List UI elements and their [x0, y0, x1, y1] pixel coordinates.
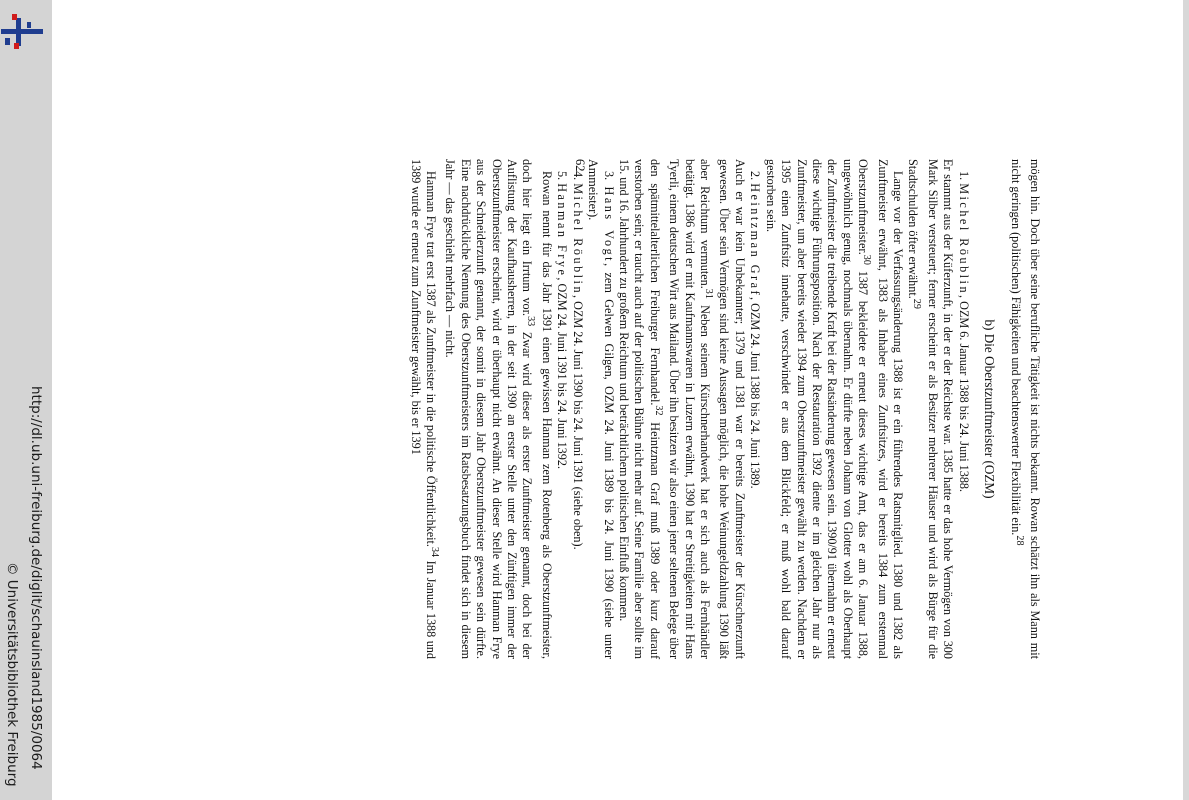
right-edge-bar — [1183, 0, 1189, 800]
copyright-notice: © Universitätsbibliothek Freiburg — [4, 562, 20, 787]
entry-5: 5. Hanman Frye, OZM 24. Juni 1391 bis 24. Juni 1392. — [555, 171, 570, 470]
intro-paragraph: mögen hin. Doch über seine berufliche Tätigkeit ist nichts bekannt. Rowan schätzt ihn als Mann mit nicht geringen (politischen) Fähigkeiten und beachtenswerter Flexibilität ein.$^{28}$ — [1008, 159, 1042, 659]
entry-2-body: Auch er war kein Unbekannter; 1379 und 1381 war er bereits Zunftmeister der Kürschnerzunft gewesen. Über sein Vermögen sind keine Aussagen möglich, die hohe Weinungeldzahlung 1390 läßt aber Reichtum vermuten.$^{31}$ Neben seinem Kürschnerhandwerk hat er sich auch als Fernhändler betätigt. 1386 wird er mit Kaufmannswaren in Luzern erwähnt, 1390 hat er Streitigkeiten mit Hans Tyerli, einem deutschen Wirt aus Mailand. Über ihn besitzen wir also einen jener seltenen Belege über den spätmittelalterlichen Freiburger Fernhandel.$^{32}$ Heintzman Graf muß 1389 oder kurz darauf verstorben sein; er taucht auch auf der politischen Bühne nicht mehr auf. Seine Familie aber sollte im 15. und 16. Jahrhundert zu großem Reichtum und beträchtlichem politischen Einfluß kommen. — [616, 159, 747, 659]
paragraph-7: Rowan nennt für das Jahr 1391 einen gewissen Hanman zem Rotenberg als Oberstzunftmeister, doch hier liegt ein Irrtum vor.$^{33}$ Zwar wird dieser als erster Zunftmeister genannt, doch bei der Auflistung der Kaufhausherren, in der seit 1390 an erster Stelle unter den Zünftigen immer der Oberstzunftmeister erscheint, wird er überhaupt nicht erwähnt. An dieser Stelle wird Hanman Frye aus der Schneiderzunft genannt, der somit in diesem Jahr Oberstzunftmeister gewesen sein dürfte. Eine nachdrückliche Nennung des Oberstzunftmeisters im Ratsbesatzungsbuch findet sich in diesem Jahr — das geschieht mehrfach — nicht. — [443, 159, 554, 659]
entry-3: 3. Hans Vogt, zem Gelwen Gilgen, OZM 24. Juni 1389 bis 24. Juni 1390 (siehe unter Ammeister). — [586, 159, 616, 660]
section-heading: b) Die Oberstzunftmeister (OZM) — [982, 319, 998, 499]
paragraph-2: Lange vor der Verfassungsänderung 1388 ist er ein führendes Ratsmitglied. 1380 und 1382 als Zunftmeister erwähnt, 1383 als Inhaber eines Zunftsitzes, wird er bereits 1384 zum erstenmal Oberstzunftmeister.$^{30}$ 1387 bekleidete er erneut dieses wichtige Amt, das er am 6. Januar 1388, ungewöhnlich genug, nochmals übernahm. Er dürfte neben Johann von Glotter wohl als Oberhaupt der Zunftmeister die treibende Kraft bei der Ratsänderung gewesen sein. 1390/91 übernahm er erneut diese wichtige Führungsposition. Nach der Restauration 1392 diente er im gleichen Jahr nur als Zunftmeister, um aber bereits wieder 1394 zum Oberstzunftmeister gewählt zu werden. Nachdem er 1395 einen Zunftsitz innehatte, verschwindet er aus dem Blickfeld; er muß wohl bald darauf gestorben sein. — [763, 159, 906, 659]
entry-1: 1. Michel Röublin, OZM 6. Januar 1388 bis 24. Juni 1388. — [956, 171, 971, 493]
viewer-sidebar — [0, 0, 52, 800]
entry-1-body: Er stammt aus der Küferzunft, in der er der Reichste war. 1385 hatte er das hohe Vermögen von 300 Mark Silber versteuert; ferner erscheint er als Besitzer mehrerer Häuser und wird als Bürge für die Stadtschulden öfter erwähnt.$^{29}$ — [906, 159, 956, 659]
entry-4: 4. Michel Röublin, OZM 24. Juni 1390 bis 24. Juni 1391 (siehe oben). — [570, 171, 585, 550]
university-logo-icon — [1, 14, 43, 50]
entry-2: 2. Heintzman Graf, OZM 24. Juni 1388 bis 24. Juni 1389. — [748, 171, 763, 489]
source-url[interactable]: http://dl.ub.uni-freiburg.de/diglit/schauinsland1985/0064 — [28, 386, 44, 770]
rotated-text-block — [302, 159, 1042, 659]
document-page — [52, 0, 1183, 800]
paragraph-8: Hanman Frye trat erst 1387 als Zunftmeister in die politische Öffentlichkeit.$^{34}$ Im Januar 1388 und 1389 wurde er erneut zum Zunftmeister gewählt, bis er 1391 — [408, 159, 440, 659]
page-number: 62 — [573, 159, 587, 172]
